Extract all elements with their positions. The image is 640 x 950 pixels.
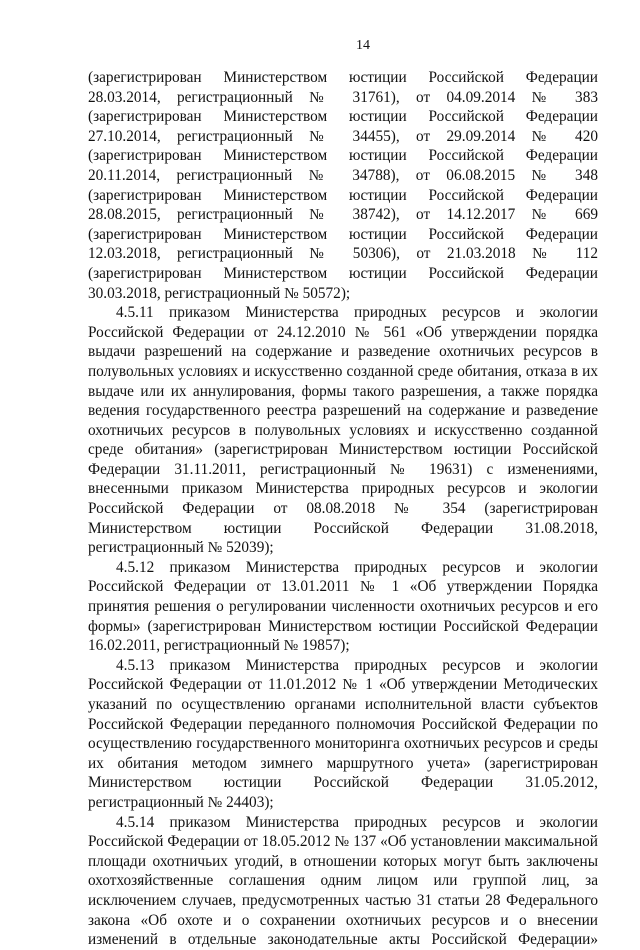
text-line: выдачи разрешений на содержание и разведение охотничьих ресурсов в	[88, 343, 598, 361]
text-line: (зарегистрирован Министерством юстиции Российской Федерации	[88, 264, 598, 282]
text-line: изменений в отдельные законодательные акты Российской Федерации»	[88, 931, 598, 949]
paragraph-first-line: 4.5.11 приказом Министерства природных ресурсов и экологии	[116, 304, 598, 322]
text-line: формы» (зарегистрирован Министерством юстиции Российской Федерации	[88, 617, 598, 635]
text-line: (зарегистрирован Министерством юстиции Российской Федерации	[88, 225, 598, 243]
text-line: (зарегистрирован Министерством юстиции Российской Федерации	[88, 186, 598, 204]
text-line: 28.03.2014, регистрационный № 31761), от 04.09.2014 № 383	[88, 88, 598, 106]
text-line: 27.10.2014, регистрационный № 34455), от 29.09.2014 № 420	[88, 127, 598, 145]
text-line: (зарегистрирован Министерством юстиции Российской Федерации	[88, 147, 598, 165]
text-line: регистрационный № 24403);	[88, 793, 274, 811]
text-line: 12.03.2018, регистрационный № 50306), от 21.03.2018 № 112	[88, 245, 598, 263]
paragraph-first-line: 4.5.12 приказом Министерства природных ресурсов и экологии	[116, 558, 598, 576]
text-line: Российской Федерации от 13.01.2011 № 1 «Об утверждении Порядка	[88, 578, 598, 596]
text-line: Министерством юстиции Российской Федерации 31.08.2018,	[88, 519, 598, 537]
paragraph-first-line: 4.5.13 приказом Министерства природных ресурсов и экологии	[116, 656, 598, 674]
text-line: полувольных условиях и искусственно созданной среде обитания, отказа в их	[88, 362, 598, 380]
text-line: принятия решения о регулировании численности охотничьих ресурсов и его	[88, 598, 598, 616]
text-line: осуществлению государственного мониторинга охотничьих ресурсов и среды	[88, 735, 598, 753]
text-line: указаний по осуществлению органами исполнительной власти субъектов	[88, 696, 598, 713]
text-line: закона «Об охоте и о сохранении охотничьих ресурсов и о внесении	[88, 911, 598, 929]
page-number: 14	[356, 38, 370, 53]
text-line: Российской Федерации от 11.01.2012 № 1 «Об утверждении Методических	[88, 676, 598, 694]
text-line: Российской Федерации от 24.12.2010 № 561 «Об утверждении порядка	[88, 323, 598, 341]
text-line: Министерством юстиции Российской Федерации 31.05.2012,	[88, 774, 598, 792]
text-line: 28.08.2015, регистрационный № 38742), от 14.12.2017 № 669	[88, 206, 598, 224]
text-line: Российской Федерации от 08.08.2018 № 354 (зарегистрирован	[88, 500, 598, 518]
text-line: регистрационный № 52039);	[88, 539, 274, 557]
document-body	[88, 68, 598, 950]
text-line: выдаче или их аннулирования, формы такого разрешения, а также порядка	[88, 382, 598, 400]
paragraph-first-line: 4.5.14 приказом Министерства природных ресурсов и экологии	[116, 813, 598, 831]
text-line: 16.02.2011, регистрационный № 19857);	[88, 637, 350, 655]
text-line: охотничьих ресурсов в полувольных условиях и искусственно созданной	[88, 421, 598, 439]
text-line: (зарегистрирован Министерством юстиции Российской Федерации	[88, 69, 598, 86]
text-line: Федерации 31.11.2011, регистрационный № 19631) с изменениями,	[88, 460, 598, 478]
text-line: площади охотничьих угодий, в отношении которых могут быть заключены	[88, 852, 598, 870]
text-line: их обитания методом зимнего маршрутного учета» (зарегистрирован	[88, 754, 598, 772]
text-line: 30.03.2018, регистрационный № 50572);	[88, 284, 351, 302]
text-line: 20.11.2014, регистрационный № 34788), от 06.08.2015 № 348	[88, 166, 598, 184]
text-line: внесенными приказом Министерства природных ресурсов и экологии	[88, 480, 598, 498]
text-line: среде обитания» (зарегистрирован Министерством юстиции Российской	[88, 441, 598, 459]
text-line: исключением случаев, предусмотренных частью 31 статьи 28 Федерального	[88, 891, 598, 909]
text-line: охотхозяйственные соглашения одним лицом или группой лиц, за	[88, 872, 598, 890]
text-line: (зарегистрирован Министерством юстиции Российской Федерации	[88, 108, 598, 126]
text-line: Российской Федерации переданного полномочия Российской Федерации по	[88, 715, 598, 733]
text-line: ведения государственного реестра разрешений на содержание и разведение	[88, 402, 598, 420]
text-line: Российской Федерации от 18.05.2012 № 137 «Об установлении максимальной	[88, 833, 598, 851]
